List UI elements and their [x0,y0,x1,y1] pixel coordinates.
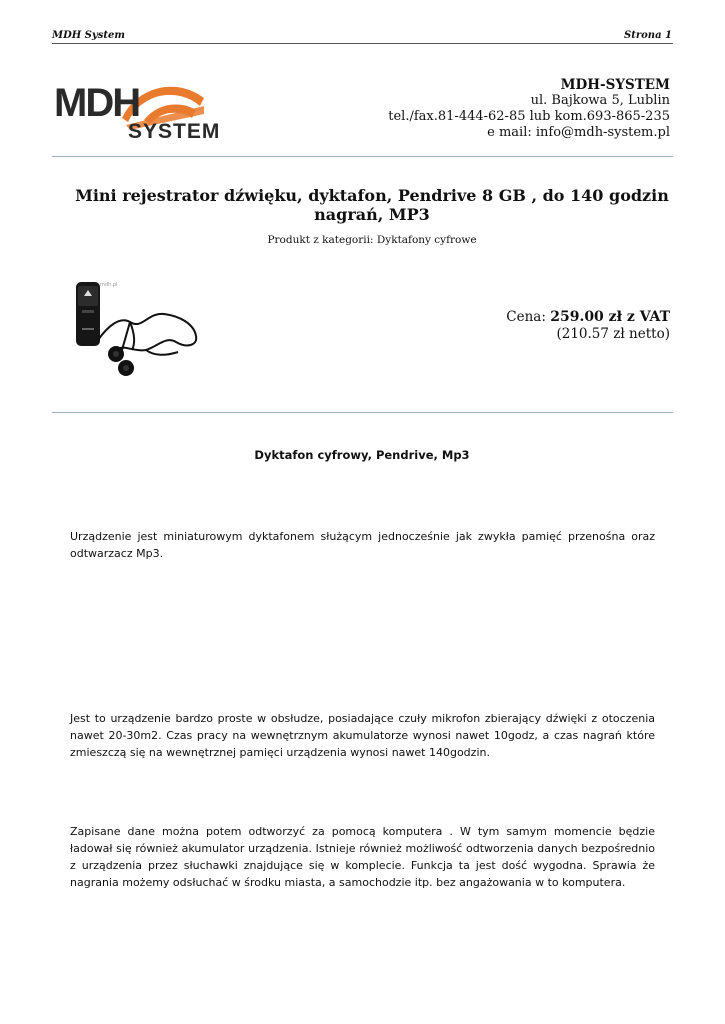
product-title: Mini rejestrator dźwięku, dyktafon, Pendrive 8 GB , do 140 godzin nagrań, MP3 [75,186,669,224]
price-label: Cena: [506,309,546,325]
page-number: Strona 1 [624,30,672,41]
company-address: ul. Bajkowa 5, Lublin [530,93,670,108]
company-email: e mail: info@mdh-system.pl [487,125,670,140]
description-paragraph: Jest to urządzenie bardzo proste w obsłudze, posiadające czuły mikrofon zbierający dźwięki z otoczenia nawet 20-30m2. Czas pracy na wewnętrznym akumulatorze wynosi nawet 10godz, a czas nagrań które zmieszczą się na wewnętrznej pamięci urządzenia wynosi nawet 140godzin. [70,712,655,759]
company-phone: tel./fax.81-444-62-85 lub kom.693-865-235 [388,109,670,124]
image-watermark: mdh.pl [100,282,118,288]
price-gross: 259.00 zł z VAT [550,309,670,325]
running-header-left: MDH System [52,30,125,41]
description-heading: Dyktafon cyfrowy, Pendrive, Mp3 [254,448,470,462]
company-logo [54,80,250,140]
description-paragraph: Urządzenie jest miniaturowym dyktafonem służącym jednocześnie jak zwykła pamięć przenośna oraz odtwarzacz Mp3. [70,530,655,560]
divider [52,156,673,157]
category-label: Produkt z kategorii: [267,234,374,246]
divider [52,412,673,413]
description-paragraph: Zapisane dane można potem odtworzyć za pomocą komputera . W tym samym momencie będzie ładował się również akumulator urządzenia. Istnieje również możliwość odtworzenia danych bezpośrednio z urządzenia przez słuchawki znajdujące się w komplecie. Funkcja ta jest dość wygodna. Sprawia że nagrania możemy odsłuchać w środku miasta, a samochodzie itp. bez angażowania w to komputera. [70,825,655,889]
category-name: Dyktafony cyfrowe [376,234,477,246]
svg-text:SYSTEM: SYSTEM [128,120,221,140]
header-divider [52,43,673,44]
price-net: (210.57 zł netto) [556,326,670,342]
product-image [68,276,204,378]
product-category [60,234,684,246]
price-block [506,309,670,343]
company-contact [388,77,670,141]
svg-text:MDH: MDH [54,81,140,125]
company-name: MDH-SYSTEM [560,77,670,93]
